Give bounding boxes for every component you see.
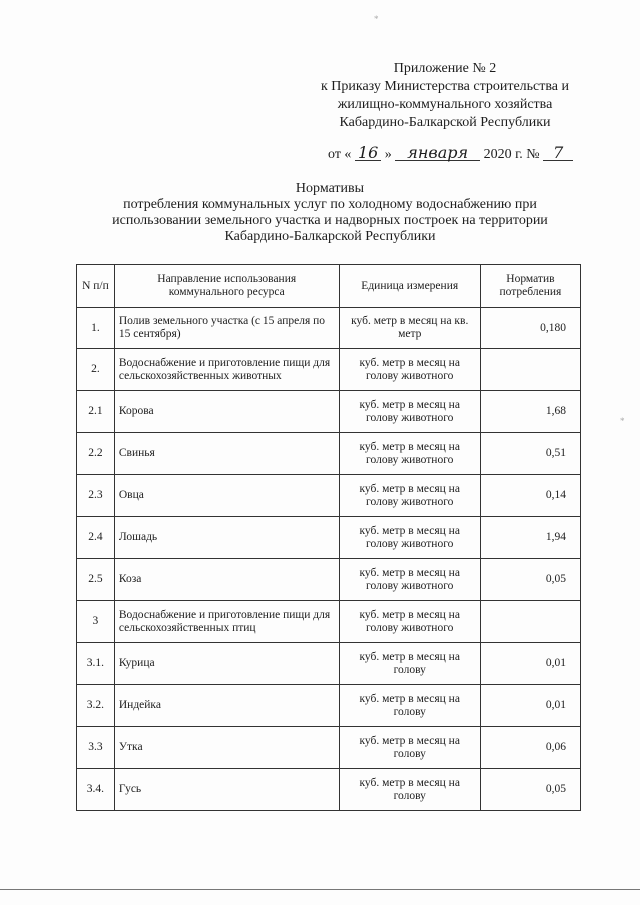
row-value: 0,01 — [480, 643, 580, 685]
row-unit: куб. метр в месяц на кв. метр — [339, 308, 480, 349]
title-line: потребления коммунальных услуг по холодному водоснабжению при — [123, 197, 537, 212]
row-num: 2.4 — [77, 517, 115, 559]
handwritten-month: января — [395, 146, 480, 161]
row-num: 3 — [77, 601, 115, 643]
order-date-line — [328, 143, 628, 163]
row-unit: куб. метр в месяц на голову животного — [339, 601, 480, 643]
row-value: 0,06 — [480, 727, 580, 769]
date-prefix: от « — [328, 147, 352, 162]
row-unit: куб. метр в месяц на голову животного — [339, 391, 480, 433]
table-row — [77, 769, 581, 811]
row-num: 3.4. — [77, 769, 115, 811]
row-direction: Полив земельного участка (с 15 апреля по 15 сентября) — [114, 308, 339, 349]
row-direction: Утка — [114, 727, 339, 769]
handwritten-day: 16 — [355, 146, 381, 161]
row-num: 3.2. — [77, 685, 115, 727]
header-norm: Норматив потребления — [480, 265, 580, 308]
table-row — [77, 559, 581, 601]
title-line: использовании земельного участка и надворных построек на территории — [112, 213, 548, 228]
appendix-header — [300, 60, 590, 132]
row-direction: Коза — [114, 559, 339, 601]
page-bottom-rule — [0, 889, 640, 890]
table-row — [77, 727, 581, 769]
row-unit: куб. метр в месяц на голову — [339, 769, 480, 811]
row-unit: куб. метр в месяц на голову — [339, 727, 480, 769]
row-num: 3.3 — [77, 727, 115, 769]
handwritten-number: 7 — [543, 146, 573, 161]
row-unit: куб. метр в месяц на голову животного — [339, 349, 480, 391]
row-num: 2.2 — [77, 433, 115, 475]
row-value: 0,14 — [480, 475, 580, 517]
row-value: 0,05 — [480, 769, 580, 811]
row-direction: Гусь — [114, 769, 339, 811]
row-value: 1,68 — [480, 391, 580, 433]
date-year: 2020 г. № — [483, 147, 540, 162]
row-value: 0,51 — [480, 433, 580, 475]
row-value: 0,180 — [480, 308, 580, 349]
row-unit: куб. метр в месяц на голову — [339, 643, 480, 685]
row-num: 2.3 — [77, 475, 115, 517]
row-value: 0,01 — [480, 685, 580, 727]
row-unit: куб. метр в месяц на голову — [339, 685, 480, 727]
appendix-line: жилищно-коммунального хозяйства — [337, 97, 553, 112]
scan-speck: * — [620, 416, 625, 426]
table-header-row — [77, 265, 581, 308]
row-direction: Корова — [114, 391, 339, 433]
document-title — [60, 181, 600, 245]
row-num: 2.1 — [77, 391, 115, 433]
row-value — [480, 601, 580, 643]
row-direction: Водоснабжение и приготовление пищи для сельскохозяйственных птиц — [114, 601, 339, 643]
table-row — [77, 643, 581, 685]
row-num: 1. — [77, 308, 115, 349]
appendix-line: к Приказу Министерства строительства и — [320, 79, 570, 94]
row-num: 2.5 — [77, 559, 115, 601]
table-row — [77, 349, 581, 391]
row-num: 3.1. — [77, 643, 115, 685]
scan-speck: * — [374, 14, 379, 24]
row-unit: куб. метр в месяц на голову животного — [339, 433, 480, 475]
row-direction: Курица — [114, 643, 339, 685]
row-unit: куб. метр в месяц на голову животного — [339, 475, 480, 517]
row-value: 1,94 — [480, 517, 580, 559]
table-row — [77, 391, 581, 433]
row-direction: Свинья — [114, 433, 339, 475]
table-row — [77, 517, 581, 559]
header-unit: Единица измерения — [339, 265, 480, 308]
row-direction: Лошадь — [114, 517, 339, 559]
row-direction: Индейка — [114, 685, 339, 727]
date-mid: » — [384, 147, 392, 162]
row-value — [480, 349, 580, 391]
table-row — [77, 433, 581, 475]
row-value: 0,05 — [480, 559, 580, 601]
row-num: 2. — [77, 349, 115, 391]
header-num: N п/п — [77, 265, 115, 308]
title-line: Кабардино-Балкарской Республики — [224, 229, 436, 244]
row-direction: Водоснабжение и приготовление пищи для сельскохозяйственных животных — [114, 349, 339, 391]
header-direction: Направление использования коммунального ресурса — [114, 265, 339, 308]
norms-table — [76, 264, 581, 811]
appendix-line: Приложение № 2 — [393, 61, 497, 76]
row-direction: Овца — [114, 475, 339, 517]
table-row — [77, 308, 581, 349]
title-line: Нормативы — [295, 181, 365, 196]
row-unit: куб. метр в месяц на голову животного — [339, 517, 480, 559]
table-row — [77, 601, 581, 643]
row-unit: куб. метр в месяц на голову животного — [339, 559, 480, 601]
table-row — [77, 685, 581, 727]
appendix-line: Кабардино-Балкарской Республики — [339, 115, 551, 130]
table-row — [77, 475, 581, 517]
